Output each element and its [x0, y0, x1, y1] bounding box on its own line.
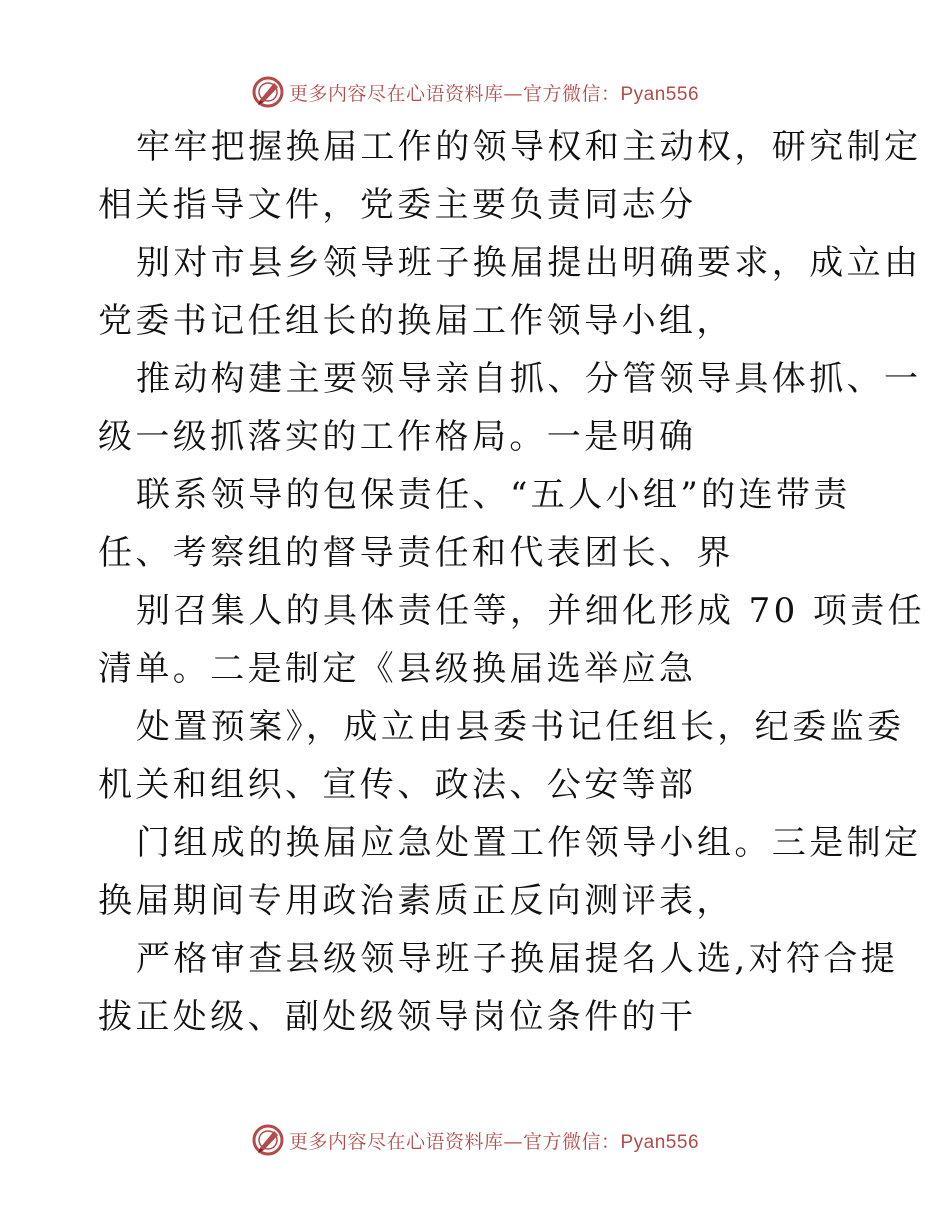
- header-banner-wechat-label: 官方微信：: [522, 82, 621, 105]
- footer-banner-title: 更多内容尽在心语资料库: [288, 1130, 504, 1153]
- document-body: [98, 118, 926, 1046]
- body-line: 换届期间专用政治素质正反向测评表，: [98, 881, 734, 921]
- header-banner-separator: —: [503, 82, 523, 105]
- body-line: 处置预案》，成立由县委书记任组长，纪委监委: [136, 707, 905, 747]
- body-line: 相关指导文件，党委主要负责同志分: [98, 185, 697, 225]
- body-line: 联系领导的包保责任、“五人小组”的连带责: [136, 475, 851, 515]
- header-banner-title: 更多内容尽在心语资料库: [288, 82, 504, 105]
- body-line: 党委书记任组长的换届工作领导小组，: [98, 301, 734, 341]
- header-banner: [0, 72, 950, 112]
- pen-circle-logo-icon: [251, 75, 285, 109]
- footer-banner-wechat-label: 官方微信：: [522, 1130, 621, 1153]
- header-banner-wechat-id: Pyan556: [620, 83, 700, 105]
- body-line: 清单。二是制定《县级换届选举应急: [98, 649, 697, 689]
- body-line: 严格审查县级领导班子换届提名人选,对符合提: [136, 939, 899, 979]
- pen-circle-logo-icon: [251, 1123, 285, 1157]
- footer-banner-wechat-id: Pyan556: [620, 1131, 700, 1153]
- body-line: 拔正处级、副处级领导岗位条件的干: [98, 997, 697, 1037]
- body-line: 别对市县乡领导班子换届提出明确要求，成立由: [136, 243, 922, 283]
- footer-banner: [0, 1120, 950, 1160]
- body-line: 机关和组织、宣传、政法、公安等部: [98, 765, 697, 805]
- body-line: 别召集人的具体责任等，并细化形成 70 项责任: [136, 591, 926, 631]
- body-line: 推动构建主要领导亲自抓、分管领导具体抓、一: [136, 359, 922, 399]
- body-line: 牢牢把握换届工作的领导权和主动权，研究制定: [136, 127, 922, 167]
- body-line: 任、考察组的督导责任和代表团长、界: [98, 533, 734, 573]
- footer-banner-text: [289, 1127, 699, 1154]
- body-line: 级一级抓落实的工作格局。一是明确: [98, 417, 697, 457]
- footer-banner-separator: —: [503, 1130, 523, 1153]
- body-line: 门组成的换届应急处置工作领导小组。三是制定: [136, 823, 922, 863]
- header-banner-text: [289, 79, 699, 106]
